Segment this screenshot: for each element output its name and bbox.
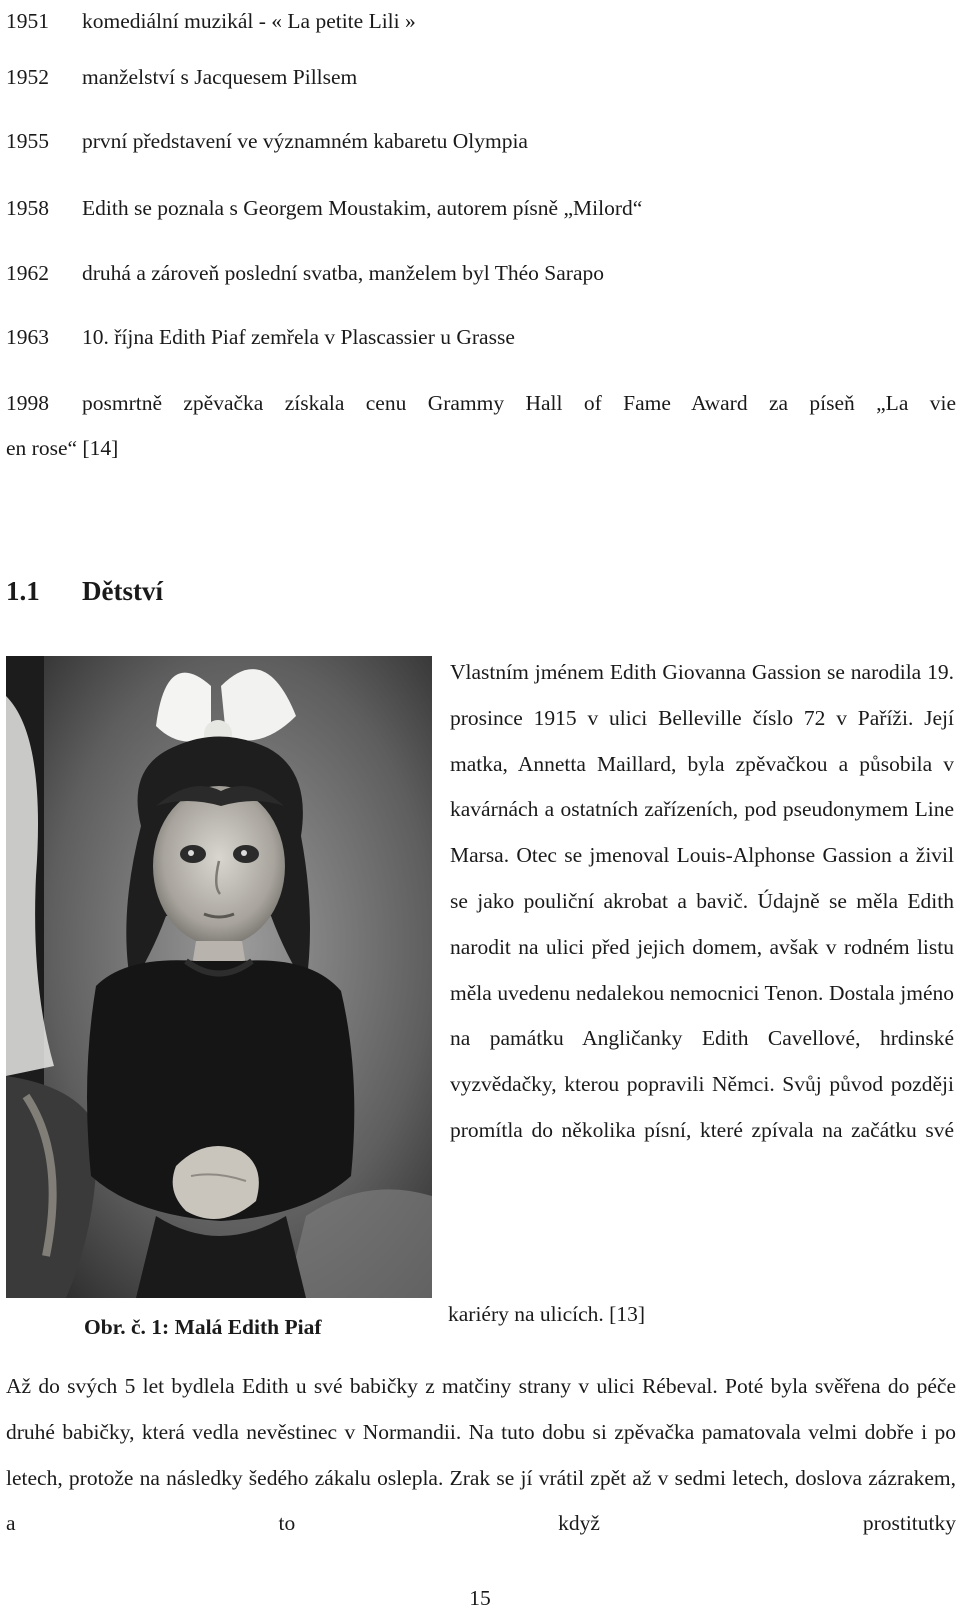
timeline-year: 1952 [6,65,49,89]
timeline-row [6,8,416,34]
timeline-row [6,390,956,461]
figure-caption: Obr. č. 1: Malá Edith Piaf [84,1315,322,1339]
timeline-row [6,324,515,350]
timeline-text: manželství s Jacquesem Pillsem [82,65,358,89]
section-heading [6,576,163,607]
timeline-text: druhá a zároveň poslední svatba, manželem byl Théo Sarapo [82,261,604,285]
body-paragraph: Až do svých 5 let bydlela Edith u své babičky z matčiny strany v ulici Rébeval. Poté byla svěřena do péče druhé babičky, která vedla nevěstinec v Normandii. Na tuto dobu si zpěvačka pamatovala velmi dobře i po letech, protože na následky šedého zákalu oslepla. Zrak se jí vrátil zpět až v sedmi letech, doslova zázrakem, a to když prostitutky [6,1374,956,1536]
timeline-text: Edith se poznala s Georgem Moustakim, autorem písně „Milord“ [82,196,643,220]
page-number: 15 [469,1586,491,1610]
section-title: Dětství [82,576,163,606]
timeline-text: první představení ve významném kabaretu Olympia [82,129,528,153]
side-paragraph-last-line: kariéry na ulicích. [13] [448,1302,645,1326]
timeline-row [6,195,642,221]
timeline-year: 1962 [6,261,49,285]
timeline-text-continued: en rose“ [14] [6,436,119,460]
timeline-text: 10. října Edith Piaf zemřela v Plascassier u Grasse [82,325,515,349]
timeline-year: 1955 [6,129,49,153]
side-paragraph: Vlastním jménem Edith Giovanna Gassion se narodila 19. prosince 1915 v ulici Belleville číslo 72 v Paříži. Její matka, Annetta Maillard, byla zpěvačkou a působila v kavárnách a ostatních zařízeních, pod pseudonymem Line Marsa. Otec se jmenoval Louis-Alphonse Gassion a živil se jako pouliční akrobat a bavič. Údajně se měla Edith narodit na ulici před jejich domem, avšak v rodném listu měla uvedenu nedalekou nemocnici Tenon. Dostala jméno na památku Angličanky Edith Cavellové, hrdinské vyzvědačky, kterou popravili Němci. Svůj původ později promítla do několika písní, které zpívala na začátku své [450,660,954,1142]
timeline-year: 1958 [6,196,49,220]
timeline-year: 1963 [6,325,49,349]
photo-image [6,656,432,1298]
timeline-year: 1998 [6,391,49,415]
timeline-text: komediální muzikál - « La petite Lili » [82,9,416,33]
photo-little-edith-piaf [6,656,432,1298]
timeline-row [6,128,528,154]
timeline-row [6,64,357,90]
timeline-year: 1951 [6,9,49,33]
section-number: 1.1 [6,576,40,606]
timeline-row [6,260,604,286]
timeline-text: posmrtně zpěvačka získala cenu Grammy Hall of Fame Award za píseň „La vie [82,391,956,415]
